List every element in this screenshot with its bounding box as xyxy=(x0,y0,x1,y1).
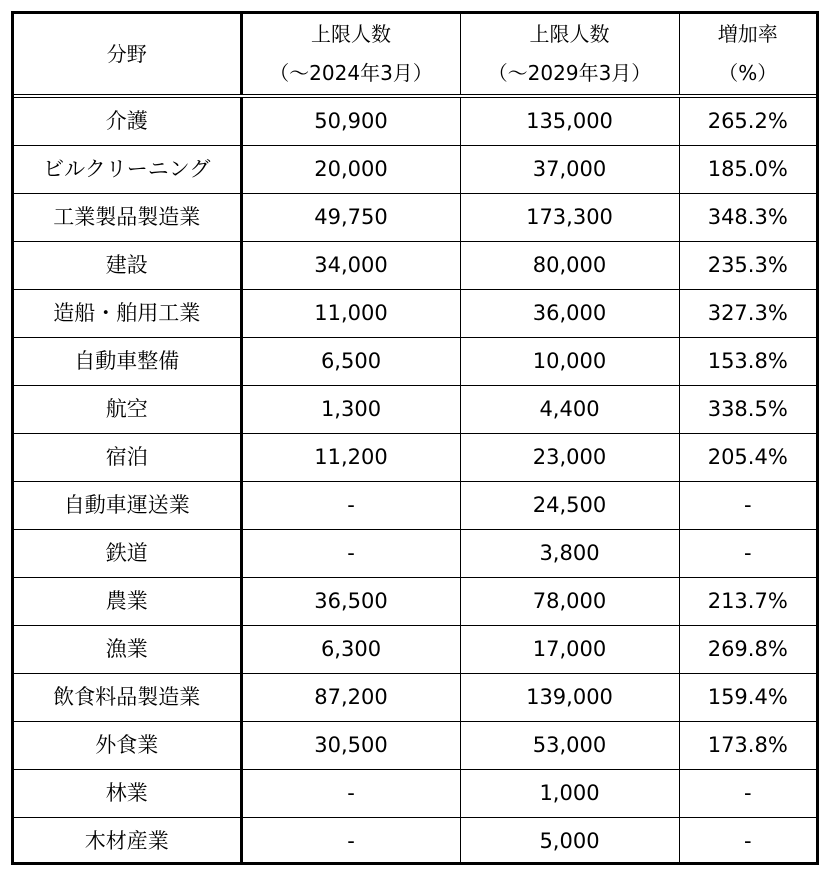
header-rate-line1: 増加率 xyxy=(717,22,778,46)
cell-rate: - xyxy=(679,818,816,866)
cell-rate: 213.7% xyxy=(679,578,816,626)
table-row xyxy=(14,530,816,578)
cell-rate: 235.3% xyxy=(679,242,816,290)
cell-field: 飲食料品製造業 xyxy=(14,674,241,722)
header-limit-2029-line1: 上限人数 xyxy=(529,22,610,46)
data-table-container xyxy=(11,11,819,865)
cell-rate: 348.3% xyxy=(679,194,816,242)
cell-limit-2024: 6,500 xyxy=(241,338,460,386)
cell-limit-2029: 53,000 xyxy=(460,722,679,770)
cell-rate: 338.5% xyxy=(679,386,816,434)
header-limit-2024-line1: 上限人数 xyxy=(311,22,391,46)
table-row xyxy=(14,770,816,818)
cell-field: 木材産業 xyxy=(14,818,241,866)
cell-rate: 185.0% xyxy=(679,146,816,194)
cell-limit-2024: - xyxy=(241,482,460,530)
table-row xyxy=(14,578,816,626)
cell-rate: - xyxy=(679,530,816,578)
cell-limit-2024: - xyxy=(241,818,460,866)
cell-rate: 173.8% xyxy=(679,722,816,770)
cell-rate: 159.4% xyxy=(679,674,816,722)
cell-field: 鉄道 xyxy=(14,530,241,578)
header-row xyxy=(14,14,816,96)
table-body xyxy=(14,96,816,865)
cell-limit-2029: 4,400 xyxy=(460,386,679,434)
cell-limit-2029: 10,000 xyxy=(460,338,679,386)
cell-limit-2029: 1,000 xyxy=(460,770,679,818)
cell-limit-2029: 37,000 xyxy=(460,146,679,194)
table-row xyxy=(14,242,816,290)
cell-field: 航空 xyxy=(14,386,241,434)
header-limit-2024-line2: （～2024年3月） xyxy=(269,61,433,85)
cell-rate: - xyxy=(679,482,816,530)
cell-limit-2029: 135,000 xyxy=(460,96,679,146)
cell-limit-2024: - xyxy=(241,770,460,818)
table-row xyxy=(14,434,816,482)
table-row xyxy=(14,146,816,194)
cell-limit-2024: 34,000 xyxy=(241,242,460,290)
table-row xyxy=(14,482,816,530)
cell-field: 宿泊 xyxy=(14,434,241,482)
header-rate xyxy=(679,14,816,96)
cell-limit-2024: - xyxy=(241,530,460,578)
cell-field: 造船・舶用工業 xyxy=(14,290,241,338)
cell-field: 自動車運送業 xyxy=(14,482,241,530)
cell-limit-2029: 17,000 xyxy=(460,626,679,674)
cell-rate: 269.8% xyxy=(679,626,816,674)
cell-field: 外食業 xyxy=(14,722,241,770)
cell-field: 建設 xyxy=(14,242,241,290)
header-limit-2024 xyxy=(241,14,460,96)
table-row xyxy=(14,722,816,770)
header-rate-line2: （%） xyxy=(718,61,778,85)
cell-limit-2024: 11,200 xyxy=(241,434,460,482)
table-row xyxy=(14,96,816,146)
cell-limit-2029: 173,300 xyxy=(460,194,679,242)
table-row xyxy=(14,290,816,338)
table-row xyxy=(14,338,816,386)
header-limit-2029-line2: （～2029年3月） xyxy=(487,61,652,85)
cell-field: ビルクリーニング xyxy=(14,146,241,194)
cell-limit-2024: 87,200 xyxy=(241,674,460,722)
cell-rate: - xyxy=(679,770,816,818)
cell-limit-2024: 6,300 xyxy=(241,626,460,674)
cell-field: 自動車整備 xyxy=(14,338,241,386)
cell-limit-2029: 23,000 xyxy=(460,434,679,482)
cell-field: 漁業 xyxy=(14,626,241,674)
table-row xyxy=(14,818,816,866)
cell-limit-2029: 78,000 xyxy=(460,578,679,626)
header-field-label: 分野 xyxy=(106,41,147,66)
cell-limit-2029: 139,000 xyxy=(460,674,679,722)
cell-limit-2024: 1,300 xyxy=(241,386,460,434)
cell-rate: 153.8% xyxy=(679,338,816,386)
quota-table xyxy=(14,14,816,865)
table-header xyxy=(14,14,816,96)
table-row xyxy=(14,626,816,674)
cell-field: 介護 xyxy=(14,96,241,146)
header-field xyxy=(14,14,241,96)
cell-limit-2024: 50,900 xyxy=(241,96,460,146)
cell-field: 林業 xyxy=(14,770,241,818)
table-row xyxy=(14,194,816,242)
cell-limit-2024: 36,500 xyxy=(241,578,460,626)
table-row xyxy=(14,674,816,722)
cell-rate: 205.4% xyxy=(679,434,816,482)
cell-limit-2024: 49,750 xyxy=(241,194,460,242)
cell-limit-2024: 30,500 xyxy=(241,722,460,770)
cell-limit-2029: 3,800 xyxy=(460,530,679,578)
cell-limit-2029: 36,000 xyxy=(460,290,679,338)
cell-limit-2024: 20,000 xyxy=(241,146,460,194)
header-limit-2029 xyxy=(460,14,679,96)
cell-limit-2029: 80,000 xyxy=(460,242,679,290)
cell-rate: 265.2% xyxy=(679,96,816,146)
table-row xyxy=(14,386,816,434)
cell-limit-2029: 5,000 xyxy=(460,818,679,866)
cell-rate: 327.3% xyxy=(679,290,816,338)
cell-field: 工業製品製造業 xyxy=(14,194,241,242)
cell-limit-2029: 24,500 xyxy=(460,482,679,530)
cell-field: 農業 xyxy=(14,578,241,626)
cell-limit-2024: 11,000 xyxy=(241,290,460,338)
